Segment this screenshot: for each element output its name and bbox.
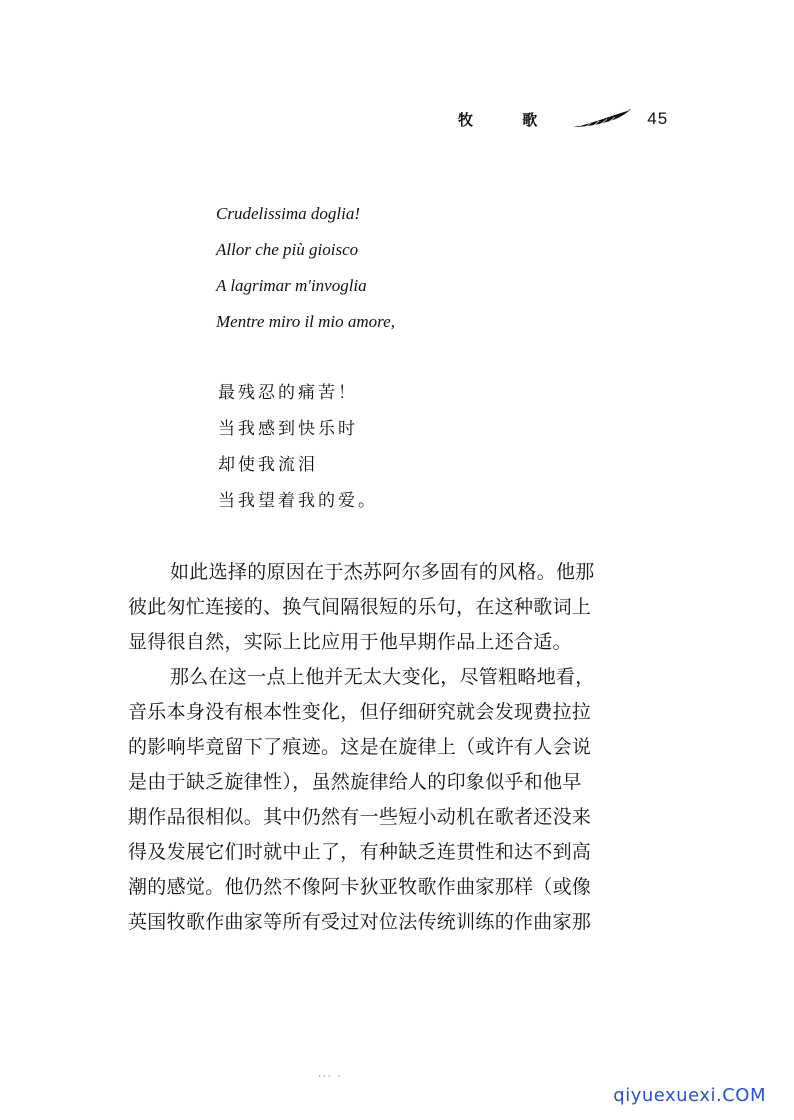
paragraph-line: 的影响毕竟留下了痕迹。这是在旋律上（或许有人会说: [128, 736, 592, 758]
footer-marks: ··· ·: [318, 1072, 343, 1082]
verse-line: 当我望着我的爱。: [218, 491, 378, 511]
page-number: 45: [647, 109, 669, 128]
running-head: [458, 104, 668, 134]
verse-line: Allor che più gioisco: [216, 240, 359, 259]
verse-line: A lagrimar m'invoglia: [216, 276, 367, 295]
paragraph-line: 得及发展它们时就中止了，有种缺乏连贯性和达不到高: [128, 841, 592, 863]
site-watermark: qiyuexuexi.COM: [613, 1085, 766, 1106]
verse-line: Mentre miro il mio amore,: [216, 312, 395, 331]
chinese-verse: [218, 378, 378, 522]
body-text: [128, 556, 690, 941]
paragraph-line: 彼此匆忙连接的、换气间隔很短的乐句，在这种歌词上: [128, 596, 592, 618]
paragraph-line: 如此选择的原因在于杰苏阿尔多固有的风格。他那: [170, 561, 595, 583]
paragraph-line: 显得很自然，实际上比应用于他早期作品上还合适。: [128, 631, 572, 653]
paragraph-line: 那么在这一点上他并无太大变化，尽管粗略地看，: [170, 666, 595, 688]
paragraph-line: 期作品很相似。其中仍然有一些短小动机在歌者还没来: [128, 806, 592, 828]
chapter-title: 牧 歌: [458, 110, 560, 129]
verse-line: Crudelissima doglia!: [216, 204, 361, 223]
verse-line: 最残忍的痛苦！: [218, 383, 358, 403]
paragraph-line: 是由于缺乏旋律性），虽然旋律给人的印象似乎和他早: [128, 771, 582, 793]
feather-ornament-icon: [571, 108, 633, 130]
paragraph-line: 英国牧歌作曲家等所有受过对位法传统训练的作曲家那: [128, 911, 592, 933]
paragraph-line: 潮的感觉。他仍然不像阿卡狄亚牧歌作曲家那样（或像: [128, 876, 592, 898]
italian-verse: [216, 200, 395, 344]
paragraph-line: 音乐本身没有根本性变化，但仔细研究就会发现费拉拉: [128, 701, 592, 723]
verse-line: 却使我流泪: [218, 455, 318, 475]
verse-line: 当我感到快乐时: [218, 419, 358, 439]
